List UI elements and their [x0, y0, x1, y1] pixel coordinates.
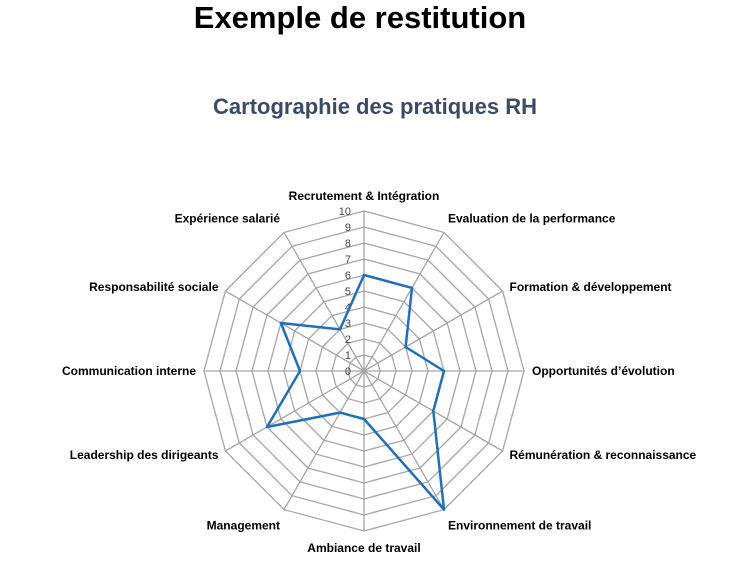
- series-point: [404, 346, 406, 348]
- tick-label: 7: [344, 254, 351, 266]
- axis-label: Leadership des dirigeants: [69, 448, 219, 462]
- grid-layer: [204, 211, 524, 531]
- series-point: [443, 508, 445, 510]
- tick-label: 10: [338, 206, 351, 218]
- tick-label: 2: [344, 334, 351, 346]
- tick-labels: [339, 206, 351, 378]
- axis-label: Recrutement & Intégration: [288, 189, 440, 203]
- axis-label: Expérience salarié: [174, 211, 280, 226]
- series-point: [339, 411, 341, 413]
- series-point: [299, 370, 301, 372]
- series-point: [363, 418, 365, 420]
- series-point: [432, 410, 434, 412]
- tick-label: 1: [344, 350, 351, 362]
- axis-label: Opportunités d’évolution: [532, 364, 675, 378]
- tick-label: 3: [344, 318, 351, 330]
- series-point: [339, 328, 341, 330]
- series-point: [363, 274, 365, 276]
- tick-label: 5: [344, 286, 351, 298]
- page-title: Exemple de restitution: [193, 0, 527, 35]
- axis-label: Communication interne: [61, 364, 196, 378]
- axis-label: Rémunération & reconnaissance: [509, 448, 697, 462]
- axis-label: Formation & développement: [509, 280, 672, 294]
- axis-label: Evaluation de la performance: [448, 211, 616, 226]
- series-point: [443, 370, 445, 372]
- axis-label: Ambiance de travail: [307, 541, 421, 555]
- tick-label: 4: [344, 302, 351, 314]
- series-point: [411, 287, 413, 289]
- series-point: [280, 322, 282, 324]
- series-point: [266, 426, 268, 428]
- axis-label: Management: [206, 518, 280, 533]
- tick-label: 8: [344, 238, 351, 250]
- axis-label: Environnement de travail: [448, 518, 592, 533]
- chart-title: Cartographie des pratiques RH: [213, 94, 537, 119]
- tick-label: 6: [344, 270, 351, 282]
- axis-label: Responsabilité sociale: [89, 280, 219, 294]
- tick-label: 9: [344, 222, 351, 234]
- tick-label: 0: [344, 366, 351, 378]
